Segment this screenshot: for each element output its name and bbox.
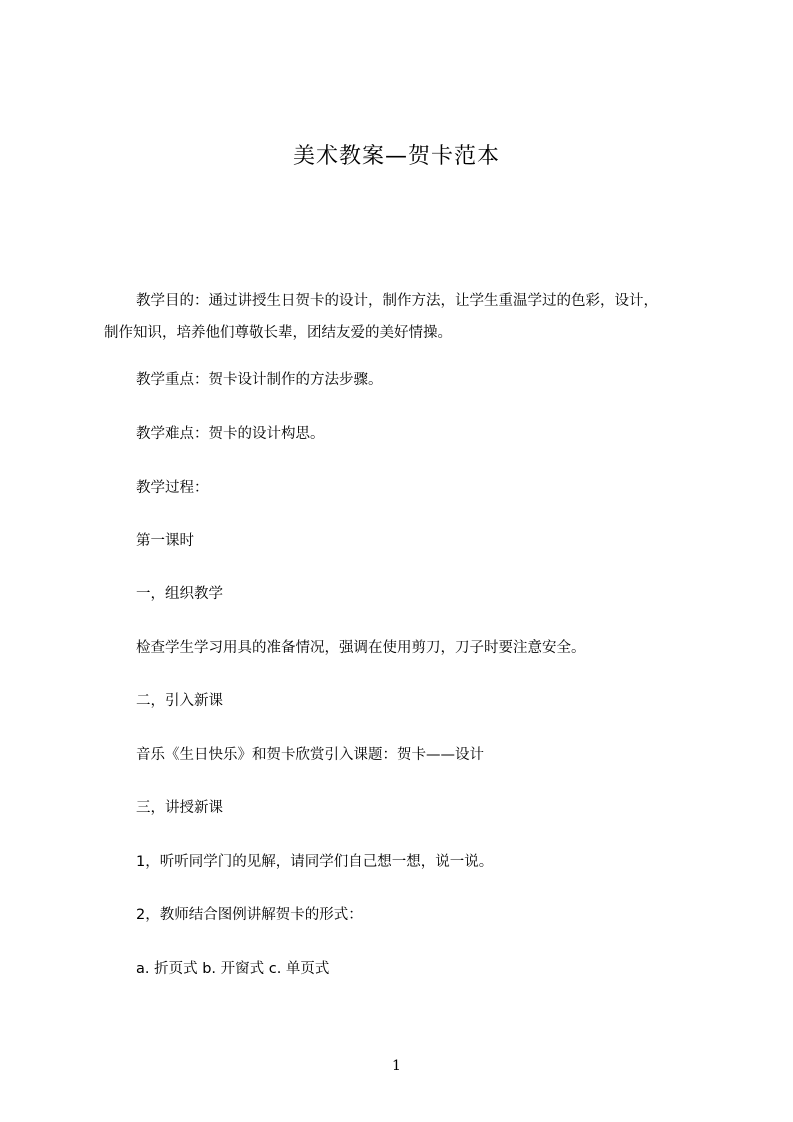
- card-forms-list: a. 折页式 b. 开窗式 c. 单页式: [136, 961, 330, 977]
- page-number: 1: [392, 1058, 401, 1074]
- page-title: 美术教案—贺卡范本: [292, 144, 500, 169]
- difficulty-paragraph: 教学难点：贺卡的设计构思。: [136, 426, 325, 442]
- lesson-label: 第一课时: [136, 533, 194, 549]
- objective-line-1: 教学目的：通过讲授生日贺卡的设计，制作方法，让学生重温学过的色彩，设计，: [136, 293, 658, 309]
- section-2-heading: 二，引入新课: [136, 693, 223, 709]
- process-label: 教学过程：: [136, 480, 209, 496]
- list-item-1: 1，听听同学门的见解，请同学们自己想一想，说一说。: [136, 854, 494, 870]
- objective-line-2: 制作知识，培养他们尊敬长辈，团结友爱的美好情操。: [104, 325, 452, 341]
- list-item-2: 2，教师结合图例讲解贺卡的形式：: [136, 907, 363, 923]
- objective-paragraph: [104, 285, 704, 349]
- section-1-heading: 一，组织教学: [136, 586, 223, 602]
- key-point-paragraph: 教学重点：贺卡设计制作的方法步骤。: [136, 372, 383, 388]
- section-1-text: 检查学生学习用具的准备情况，强调在使用剪刀，刀子时要注意安全。: [136, 640, 586, 656]
- section-3-heading: 三，讲授新课: [136, 800, 223, 816]
- section-2-text: 音乐《生日快乐》和贺卡欣赏引入课题：贺卡——设计: [136, 747, 484, 763]
